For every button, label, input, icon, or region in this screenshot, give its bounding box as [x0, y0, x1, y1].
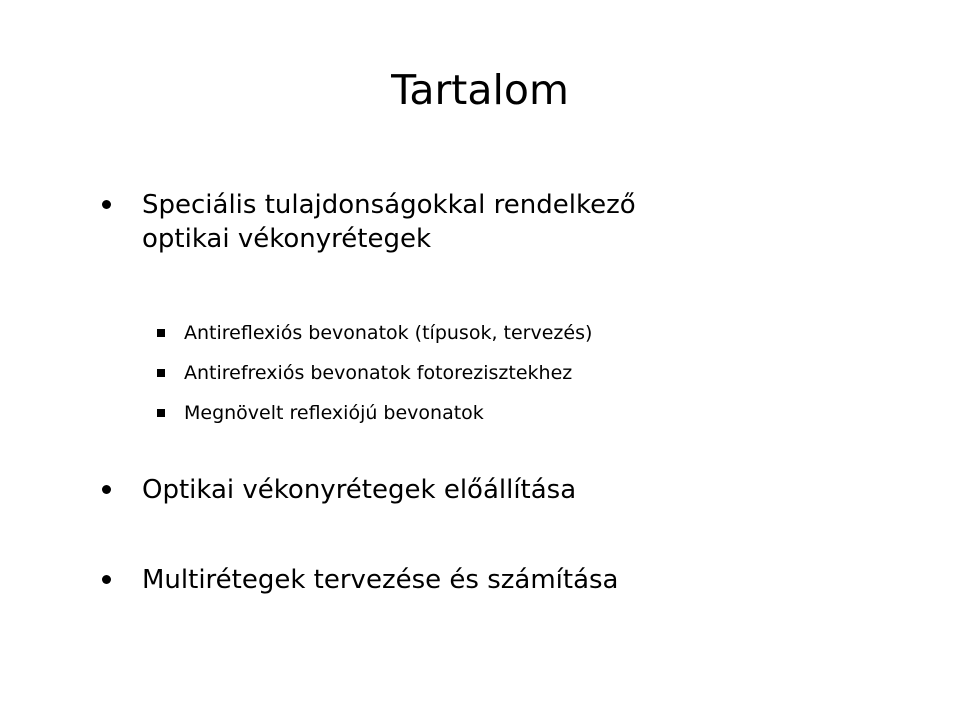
bullet-text-line: optikai vékonyrétegek	[142, 224, 431, 254]
bullet-text-line: Speciális tulajdonságokkal rendelkező	[142, 190, 636, 220]
sub-bullet-text: Antirefrexiós bevonatok fotorezisztekhez	[184, 362, 573, 384]
sub-bullet-item	[157, 393, 877, 433]
bullet-item	[102, 473, 862, 507]
square-bullet-icon	[157, 369, 165, 377]
sub-bullet-list	[157, 313, 877, 433]
bullet-item	[102, 563, 862, 597]
bullet-text: Multirétegek tervezése és számítása	[142, 565, 619, 595]
sub-bullet-item	[157, 313, 877, 353]
round-bullet-icon	[102, 575, 111, 584]
round-bullet-icon	[102, 200, 111, 209]
square-bullet-icon	[157, 329, 165, 337]
square-bullet-icon	[157, 409, 165, 417]
sub-bullet-item	[157, 353, 877, 393]
sub-bullet-text: Megnövelt reflexiójú bevonatok	[184, 402, 484, 424]
bullet-item	[102, 188, 862, 256]
round-bullet-icon	[102, 485, 111, 494]
slide-title: Tartalom	[391, 66, 569, 114]
sub-bullet-text: Antireflexiós bevonatok (típusok, tervezés)	[184, 322, 593, 344]
bullet-text: Optikai vékonyrétegek előállítása	[142, 475, 577, 505]
